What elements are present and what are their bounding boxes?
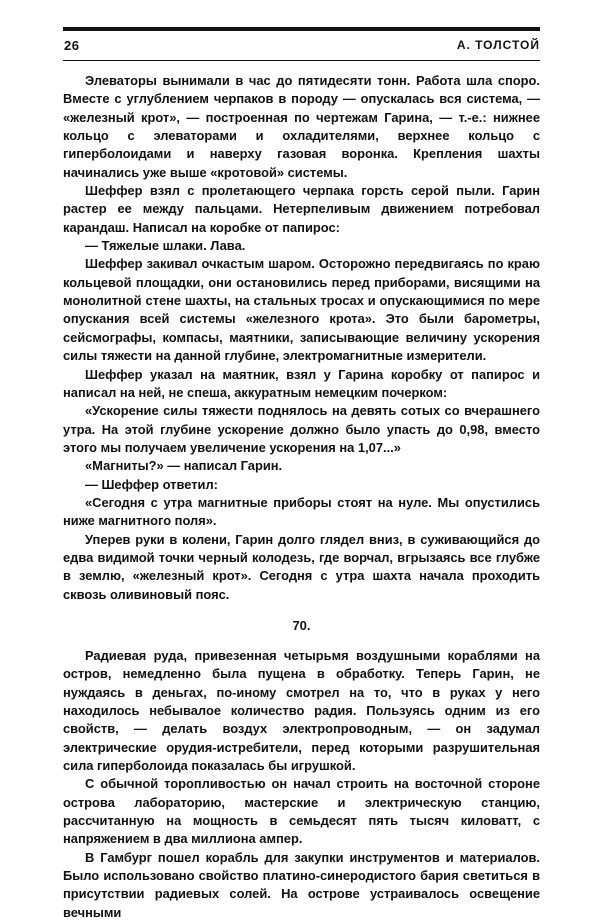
- paragraph: «Сегодня с утра магнитные приборы стоят на нуле. Мы опустились ниже магнитного поля».: [63, 494, 540, 529]
- page-body: [63, 72, 540, 922]
- header-rule-thin: [63, 60, 540, 61]
- running-head-author: А. ТОЛСТОЙ: [456, 38, 540, 52]
- header-rule-thick: [63, 27, 540, 31]
- paragraph: Шеффер указал на маятник, взял у Гарина коробку от папирос и написал на ней, не спеша, аккуратным немецким почерком:: [63, 366, 540, 400]
- paragraph: «Магниты?» — написал Гарин.: [85, 458, 283, 474]
- paragraph: Уперев руки в колени, Гарин долго глядел вниз, в суживающийся до едва видимой точки черный колодезь, где ворчал, вгрызаясь все глубже в землю, «железный крот». Сегодня с утра шахта начала проходить сквозь оливиновый пояс.: [63, 531, 540, 602]
- paragraph: Радиевая руда, привезенная четырьмя воздушными кораблями на остров, немедленно была пущена в обработку. Теперь Гарин, не нуждаясь в деньгах, по-иному смотрел на то, что в руках у него находилось небывалое количество радия. Пользуясь одним из его свойств, — делать воздух электропроводным, — он задумал электрические орудия-истребители, перед которыми разрушительная сила гиперболоида показалась бы игрушкой.: [63, 647, 540, 774]
- paragraph: — Тяжелые шлаки. Лава.: [85, 238, 246, 254]
- paragraph: С обычной торопливостью он начал строить на восточной стороне острова лабораторию, мастерские и электрическую станцию, рассчитанную на мощность в семьдесят пять тысяч киловатт, с напряжением в два миллиона ампер.: [63, 776, 540, 847]
- paragraph: «Ускорение силы тяжести поднялось на девять сотых со вчерашнего утра. На этой глубине ускорение должно было упасть до 0,98, вместо этого мы получаем увеличение ускорения на 1,07...»: [63, 403, 540, 455]
- paragraph: Шеффер взял с пролетающего черпака горсть серой пыли. Гарин растер ее между пальцами. Нетерпеливым движением потребовал карандаш. Написал на коробке от папирос:: [63, 183, 540, 235]
- paragraph: В Гамбург пошел корабль для закупки инструментов и материалов. Было использовано свойство платино-синеродистого бария светиться в присутствии радиевых солей. На острове устраивалось освещение вечными: [63, 849, 540, 920]
- paragraph: — Шеффер ответил:: [85, 476, 218, 492]
- paragraph: Элеваторы вынимали в час до пятидесяти тонн. Работа шла споро. Вместе с углублением черпаков в породу — опускалась вся система, — «железный крот», — построенная по чертежам Гарина, — т.-е.: нижнее кольцо с элеваторами и охладителями, верхнее кольцо с гиперболоидами и наверху газовая воронка. Крепления шахты начинались уже выше «кротовой» системы.: [63, 73, 540, 180]
- paragraph: Шеффер закивал очкастым шаром. Осторожно передвигаясь по краю кольцевой площадки, они остановились перед приборами, висящими на монолитной стене шахты, на стальных тросах и опускающимися по мере опускания всей системы «железного крота». Это были барометры, сейсмографы, компасы, маятники, записывающие величину ускорения силы тяжести на данной глубине, электромагнитные измерители.: [63, 256, 540, 364]
- chapter-number: 70.: [292, 617, 311, 633]
- page-number: 26: [64, 38, 80, 53]
